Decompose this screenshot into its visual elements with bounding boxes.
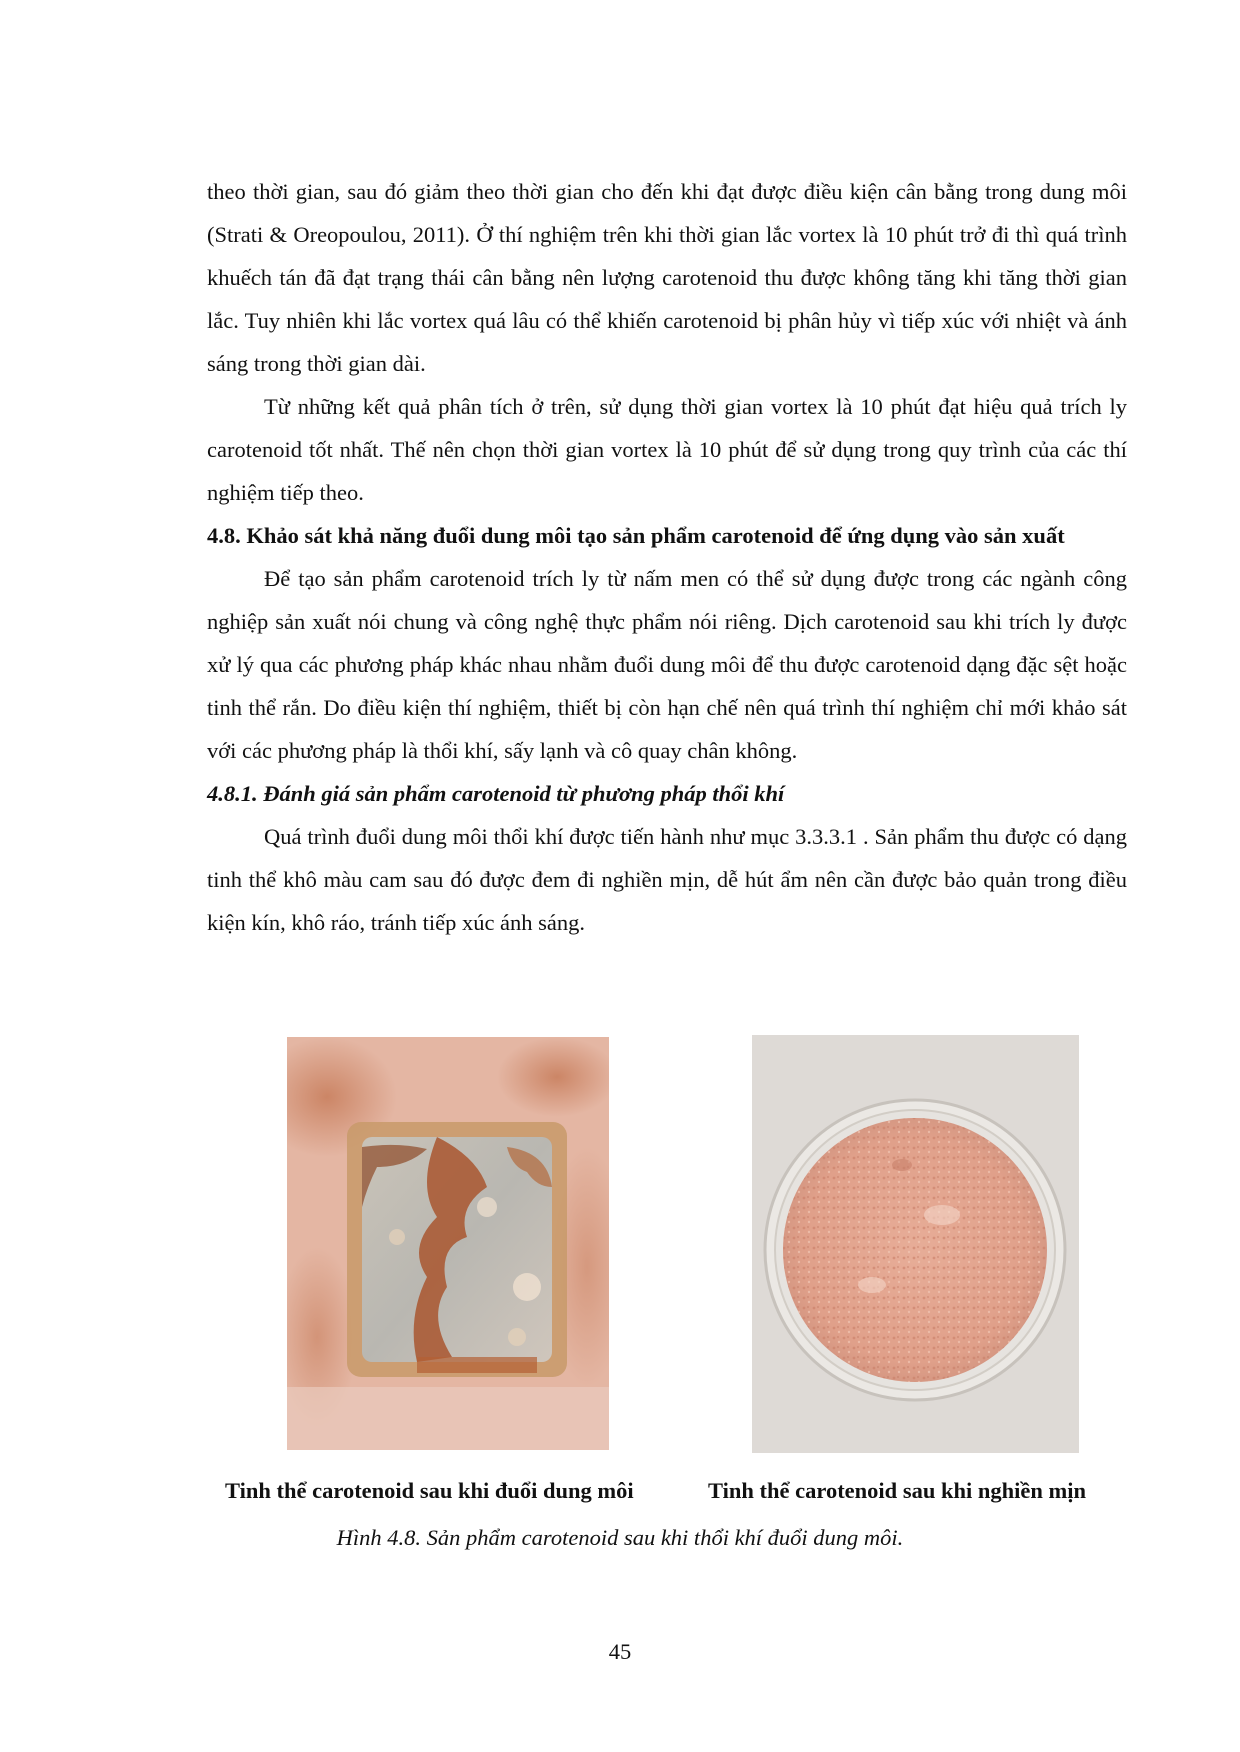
subsection-heading-4-8-1: 4.8.1. Đánh giá sản phẩm carotenoid từ phương pháp thổi khí (207, 781, 785, 806)
crystal-dish-photo (287, 1037, 609, 1450)
paragraph-vortex-conclusion: Từ những kết quả phân tích ở trên, sử dụng thời gian vortex là 10 phút đạt hiệu quả trích ly carotenoid tốt nhất. Thế nên chọn thời gian vortex là 10 phút để sử dụng trong quy trình của các thí nghiệm tiếp theo. (207, 394, 1127, 505)
paragraph-air-blowing: Quá trình đuổi dung môi thổi khí được tiến hành như mục 3.3.3.1 . Sản phẩm thu được có dạng tinh thể khô màu cam sau đó được đem đi nghiền mịn, dễ hút ẩm nên cần được bảo quản trong điều kiện kín, khô ráo, tránh tiếp xúc ánh sáng. (207, 824, 1127, 935)
paragraph-vortex-equilibrium: theo thời gian, sau đó giảm theo thời gian cho đến khi đạt được điều kiện cân bằng trong dung môi (Strati & Oreopoulou, 2011). Ở thí nghiệm trên khi thời gian lắc vortex là 10 phút trở đi thì quá trình khuếch tán đã đạt trạng thái cân bằng nên lượng carotenoid thu được không tăng khi tăng thời gian lắc. Tuy nhiên khi lắc vortex quá lâu có thể khiến carotenoid bị phân hủy vì tiếp xúc với nhiệt và ánh sáng trong thời gian dài. (207, 179, 1127, 376)
powder-petri-image (752, 1035, 1079, 1453)
left-photo-caption: Tinh thể carotenoid sau khi đuổi dung môi (225, 1478, 634, 1503)
body-text (207, 170, 1127, 944)
right-photo-caption: Tinh thể carotenoid sau khi nghiền mịn (708, 1478, 1087, 1503)
section-heading-4-8: 4.8. Khảo sát khả năng đuổi dung môi tạo sản phẩm carotenoid để ứng dụng vào sản xuất (207, 523, 1065, 548)
crystal-dish-image (287, 1037, 609, 1450)
figure-caption: Hình 4.8. Sản phẩm carotenoid sau khi thổi khí đuổi dung môi. (336, 1525, 904, 1550)
powder-petri-photo (752, 1035, 1079, 1453)
page-number: 45 (608, 1639, 632, 1664)
paragraph-solvent-removal: Để tạo sản phẩm carotenoid trích ly từ nấm men có thể sử dụng được trong các ngành công nghiệp sản xuất nói chung và công nghệ thực phẩm nói riêng. Dịch carotenoid sau khi trích ly được xử lý qua các phương pháp khác nhau nhằm đuổi dung môi để thu được carotenoid dạng đặc sệt hoặc tinh thể rắn. Do điều kiện thí nghiệm, thiết bị còn hạn chế nên quá trình thí nghiệm chỉ mới khảo sát với các phương pháp là thổi khí, sấy lạnh và cô quay chân không. (207, 566, 1127, 763)
